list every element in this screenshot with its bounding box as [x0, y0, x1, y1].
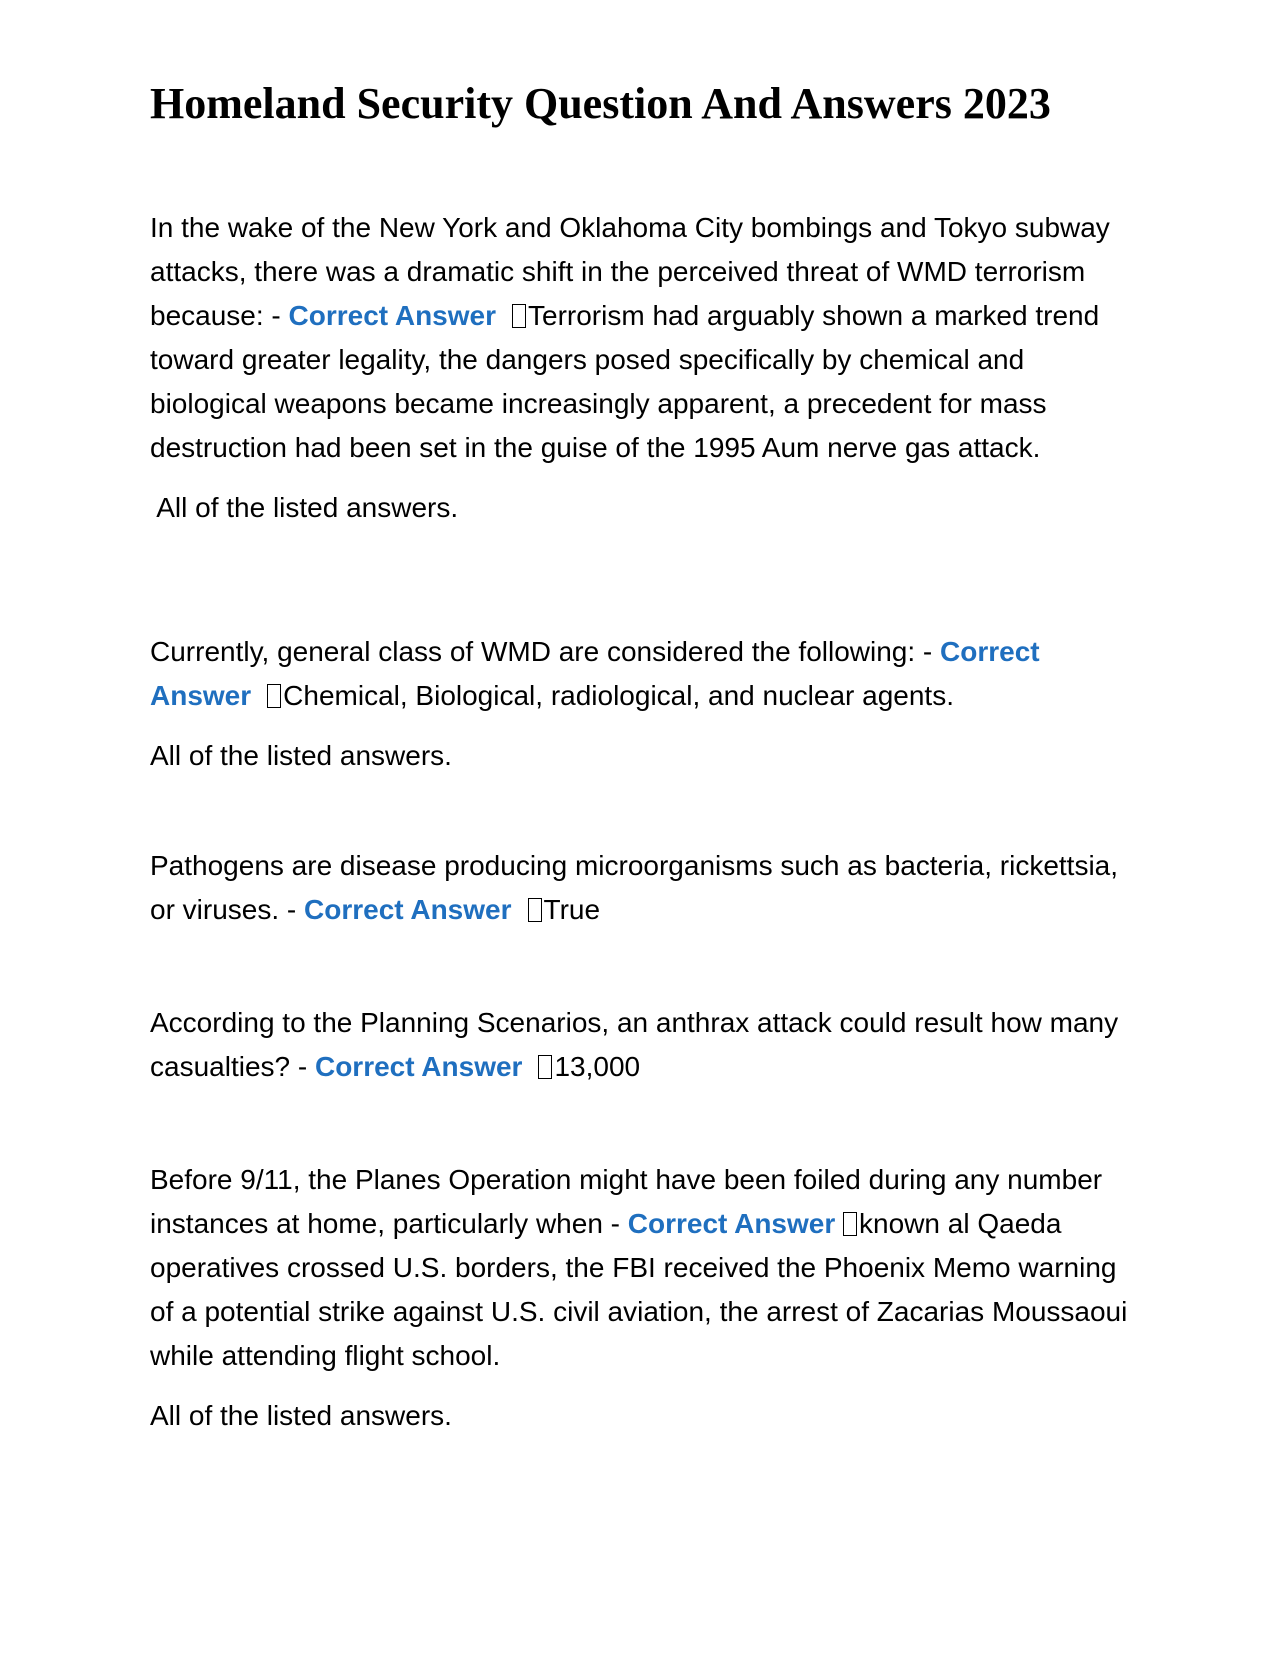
qa-item — [150, 844, 1130, 932]
question-text: Before 9/11, the Planes Operation might have been foiled during any number instances at home, particularly when - — [150, 1164, 1103, 1239]
qa-paragraph — [150, 630, 1130, 718]
qa-paragraph — [150, 1158, 1130, 1378]
qa-item — [150, 1158, 1130, 1438]
qa-paragraph — [150, 1001, 1130, 1089]
missing-glyph-icon — [528, 898, 542, 922]
answer-note: All of the listed answers. — [150, 492, 459, 523]
qa-paragraph — [150, 206, 1130, 470]
answer-text: 13,000 — [554, 1051, 641, 1082]
qa-item — [150, 630, 1130, 778]
correct-answer-label: Correct Answer — [150, 636, 1040, 711]
question-text: Pathogens are disease producing microorganisms such as bacteria, rickettsia, or viruses. - — [150, 850, 1119, 925]
question-text: Currently, general class of WMD are considered the following: - — [150, 636, 941, 667]
document-page — [150, 76, 1130, 1431]
answer-text: Terrorism had arguably shown a marked trend toward greater legality, the dangers posed specifically by chemical and biological weapons became increasingly apparent, a precedent for mass destruction had been set in the guise of the 1995 Aum nerve gas attack. — [150, 300, 1100, 463]
correct-answer-label: Correct Answer — [314, 1051, 523, 1082]
qa-paragraph — [150, 844, 1130, 932]
missing-glyph-icon — [843, 1212, 857, 1236]
correct-answer-label: Correct Answer — [304, 894, 512, 925]
answer-note: All of the listed answers. — [150, 740, 452, 771]
question-text: In the wake of the New York and Oklahoma City bombings and Tokyo subway attacks, there was a dramatic shift in the perceived threat of WMD terrorism because: - — [150, 212, 1110, 331]
missing-glyph-icon — [512, 304, 526, 328]
qa-item — [150, 206, 1130, 530]
answer-text: Chemical, Biological, radiological, and nuclear agents. — [283, 680, 954, 711]
correct-answer-label: Correct Answer — [288, 300, 497, 331]
question-text: According to the Planning Scenarios, an anthrax attack could result how many casualties? - — [150, 1007, 1119, 1082]
missing-glyph-icon — [267, 684, 281, 708]
correct-answer-label: Correct Answer — [627, 1208, 836, 1239]
answer-note: All of the listed answers. — [150, 1400, 452, 1431]
qa-item — [150, 1001, 1130, 1089]
document-title: Homeland Security Question And Answers 2023 — [150, 79, 1051, 128]
answer-text: True — [543, 894, 601, 925]
answer-text: known al Qaeda operatives crossed U.S. borders, the FBI received the Phoenix Memo warning of a potential strike against U.S. civil aviation, the arrest of Zacarias Moussaoui while attending flight school. — [150, 1208, 1128, 1371]
missing-glyph-icon — [538, 1055, 552, 1079]
